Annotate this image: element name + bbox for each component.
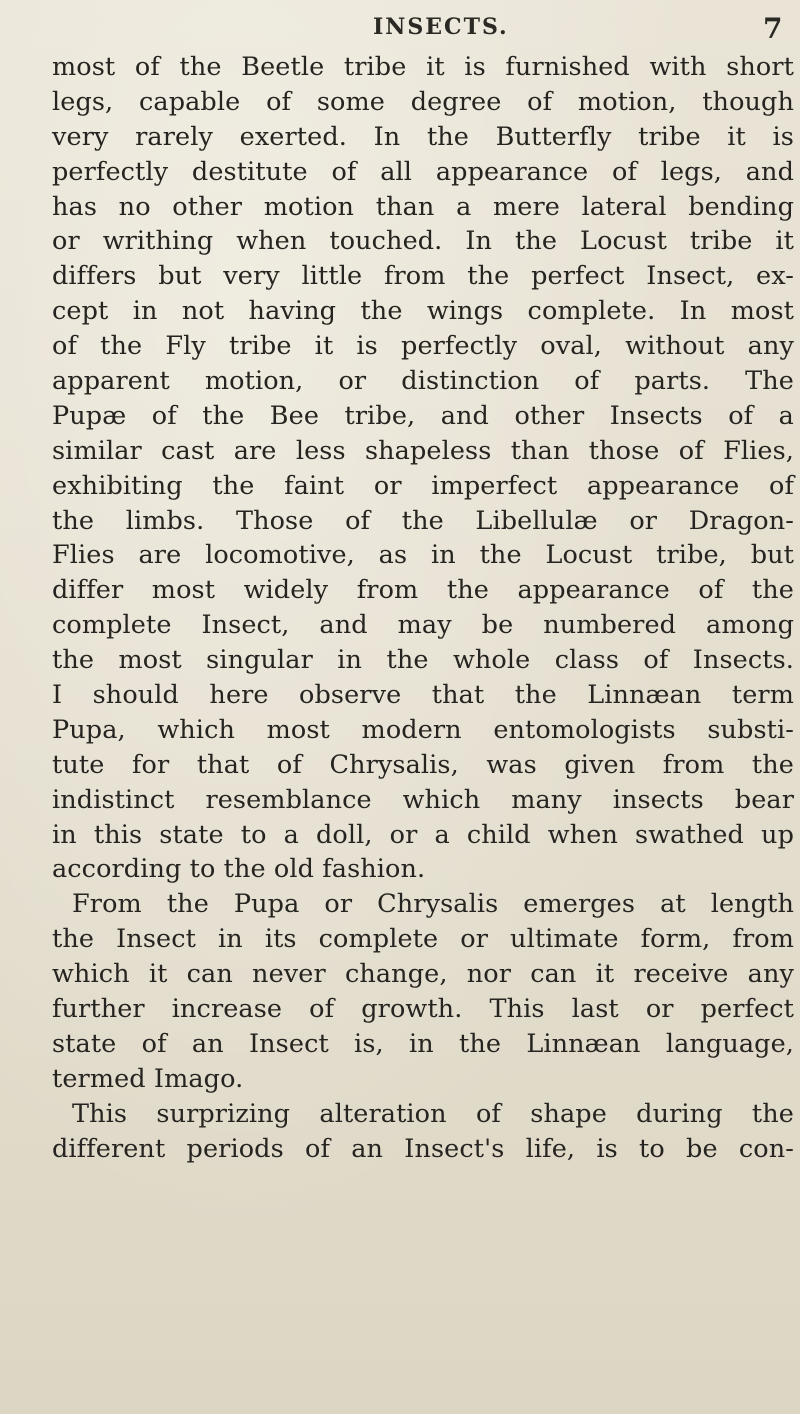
- running-head: INSECTS.: [373, 14, 509, 40]
- paragraph: [52, 1097, 794, 1167]
- text-line: This surprizing alteration of shape during the: [72, 1098, 794, 1129]
- text-line: I should here observe that the Linnæan term: [52, 680, 794, 711]
- text-line: most of the Beetle tribe it is furnished with short: [52, 52, 794, 82]
- text-line: From the Pupa or Chrysalis emerges at length: [72, 889, 794, 920]
- text-line: the most singular in the whole class of Insects.: [52, 645, 794, 676]
- text-line: perfectly destitute of all appearance of legs, and: [52, 156, 794, 187]
- text-line: termed Imago.: [52, 1063, 244, 1094]
- text-line: of the Fly tribe it is perfectly oval, without any: [52, 331, 794, 362]
- page-number: 7: [763, 12, 783, 45]
- text-line: complete Insect, and may be numbered among: [52, 610, 794, 641]
- text-line: according to the old fashion.: [52, 854, 426, 885]
- text-line: in this state to a doll, or a child when swathed up: [52, 819, 794, 850]
- text-line: different periods of an Insect's life, is to be con-: [52, 1133, 794, 1164]
- text-line: which it can never change, nor can it receive any: [52, 959, 794, 990]
- text-line: or writhing when touched. In the Locust tribe it: [52, 226, 794, 257]
- text-line: Pupa, which most modern entomologists substi-: [52, 714, 794, 745]
- body-text: [52, 50, 794, 1167]
- text-line: differ most widely from the appearance of the: [52, 575, 794, 606]
- text-line: exhibiting the faint or imperfect appearance of: [52, 470, 794, 501]
- text-line: further increase of growth. This last or perfect: [52, 994, 794, 1025]
- text-line: Flies are locomotive, as in the Locust tribe, but: [52, 540, 794, 571]
- text-line: indistinct resemblance which many insects bear: [52, 784, 794, 815]
- text-line: state of an Insect is, in the Linnæan language,: [52, 1028, 794, 1059]
- text-line: similar cast are less shapeless than those of Flies,: [52, 435, 794, 466]
- text-line: cept in not having the wings complete. In most: [52, 296, 794, 327]
- text-line: apparent motion, or distinction of parts. The: [52, 366, 794, 397]
- paragraph: [52, 887, 794, 1096]
- page-header: [0, 12, 800, 52]
- text-line: differs but very little from the perfect Insect, ex-: [52, 261, 794, 292]
- text-line: legs, capable of some degree of motion, though: [52, 86, 794, 117]
- paragraph: [52, 50, 794, 887]
- text-line: the limbs. Those of the Libellulæ or Dragon-: [52, 505, 794, 536]
- text-line: the Insect in its complete or ultimate form, from: [52, 924, 794, 955]
- text-line: tute for that of Chrysalis, was given from the: [52, 749, 794, 780]
- text-line: has no other motion than a mere lateral bending: [52, 191, 794, 222]
- text-line: very rarely exerted. In the Butterfly tribe it is: [52, 121, 794, 152]
- text-line: Pupæ of the Bee tribe, and other Insects of a: [52, 400, 794, 431]
